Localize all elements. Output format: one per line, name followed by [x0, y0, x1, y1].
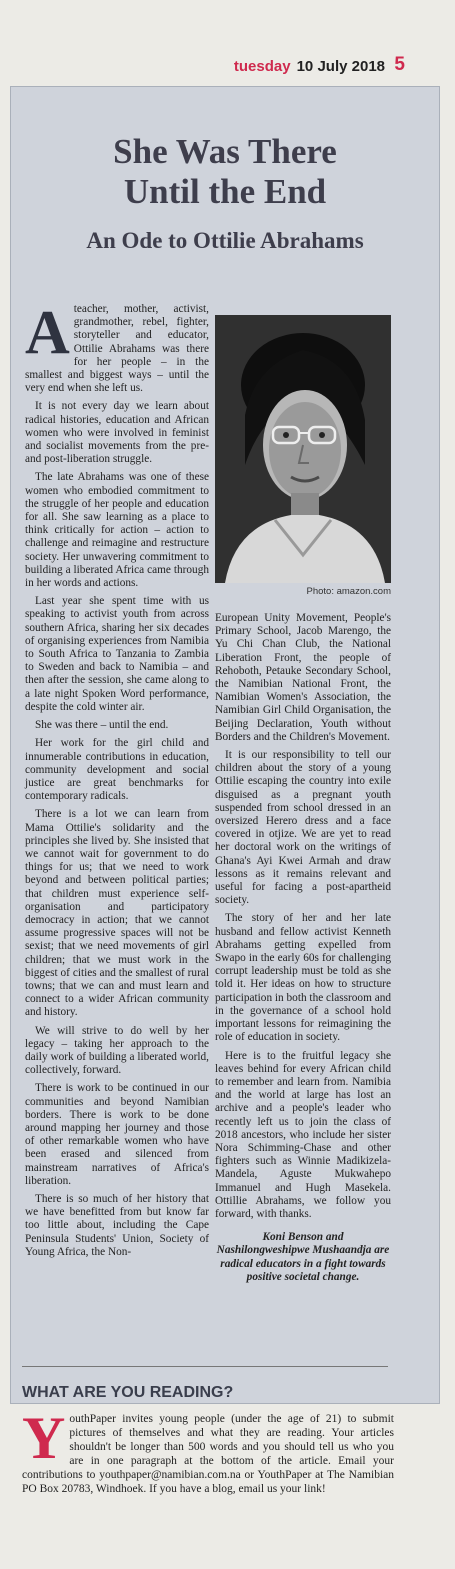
reading-text: outhPaper invites young people (under the age of 21) to submit pictures of themselves and what they are reading. Your articles shouldn't be longer than 500 words and you should tell us who you are in one paragraph at the bottom of the article. Email your contributions to youthpaper@namibian.com.na or YouthPaper at The Namibian PO Box 20783, Windhoek. If you have a blog, email us your link!: [22, 1413, 394, 1495]
reading-drop-cap: Y: [22, 1405, 66, 1471]
article-paragraph: We will strive to do well by her legacy – taking her approach to the daily work of building a liberated world, collectively, forward.: [25, 1024, 209, 1077]
article-paragraph: The story of her and her late husband and fellow activist Kenneth Abrahams getting expelled from Swapo in the early 60s for challenging corrupt leadership must be told as she told it. Her ideas on how to structure participation in both the classroom and in the governance of a school hold important lessons for reimagining the role of education in society.: [215, 912, 392, 1044]
article-paragraph: Her work for the girl child and innumerable contributions in education, community development and social justice are great benchmarks for contemporary radicals.: [25, 737, 209, 803]
header-date: 10 July 2018: [296, 58, 385, 75]
article-column-right: [215, 612, 391, 1289]
article-paragraph: Here is to the fruitful legacy she leaves behind for every African child to remember and learn from. Namibia and the world at large has lost an archive and a people's leader who recently left us to join the class of 2018 ancestors, who include her sister Nora Schimming-Chase and other fighters such as Winnie Madikizela-Mandela, Aguste Mukwahepo Immanuel and Hugh Masekela. Ottillie Abrahams, we follow you forward, with thanks.: [215, 1049, 391, 1220]
article-paragraph: European Unity Movement, People's Primary School, Jacob Marengo, the Yu Chi Chan Club, the National Liberation Front, the people of Rehoboth, Petauke Secondary School, the Namibian National Front, the Namibian Women's Association, the Namibian Girl Child Organisation, the Beijing Declaration, Youth without Borders and the Children's Movement.: [215, 612, 391, 743]
reading-section-title: WHAT ARE YOU READING?: [22, 1384, 234, 1401]
article-title: [10, 132, 440, 212]
reading-section-body: [22, 1405, 394, 1496]
author-byline: Koni Benson and Nashilongweshipwe Mushaandja are radical educators in a fight towards positive societal change.: [216, 1231, 390, 1283]
page-header: [233, 54, 405, 75]
header-day: tuesday: [233, 58, 291, 75]
portrait-illustration: [215, 315, 391, 583]
portrait-photo: [215, 315, 391, 583]
article-subtitle: An Ode to Ottilie Abrahams: [86, 228, 364, 253]
article-paragraph: There is a lot we can learn from Mama Ottilie's solidarity and the principles she lived by. She insisted that we cannot wait for government to do things for us; that we need to work beyond and between political parties; that children must experience self-organisation and participatory democracy in action; that we cannot assume progressive spaces will not be sexist; that we need movements of girl children; that we must work in the biggest of cities and the smallest of rural towns; that we can and must learn and connect to a wider African community and history.: [25, 808, 209, 1019]
section-divider: [22, 1366, 388, 1367]
article-paragraph: It is our responsibility to tell our children about the story of a young Ottilie escaping the country into exile disguised as a pregnant youth suspended from school dressed in an oversized Herero dress and a face covered in otjize. We are yet to read her doctoral work on the writings of Ghana's Ayi Kwei Armah and draw lessons as it remains relevant and useful for facing a post-apartheid society.: [215, 749, 391, 907]
article-column-left: [25, 299, 209, 1264]
article-paragraph: She was there – until the end.: [35, 719, 169, 732]
article-paragraph: The late Abrahams was one of these women who embodied commitment to the struggle of her people and education for all. She saw learning as a place to think critically for action – action to challenge and reimagine and restructure society. Her unwavering commitment to building a liberated Africa came through in her words and actions.: [25, 471, 209, 590]
drop-cap: A: [25, 299, 70, 367]
page-number: 5: [394, 54, 405, 75]
article-paragraph: It is not every day we learn about radical histories, education and African women who were involved in feminist and socialist movements from the pre- and post-liberation struggle.: [25, 400, 209, 466]
title-line-2: Until the End: [123, 172, 327, 211]
article-paragraph: There is so much of her history that we have benefitted from but know far too little about, including the Cape Peninsula Students' Union, Society of Young Africa, the Non-: [25, 1193, 209, 1258]
article-paragraph: Last year she spent time with us speaking to activist youth from across southern Africa, sharing her six decades of organising experiences from Namibia to South Africa to Tanzania to Zambia to Sweden and back to Namibia – and then after the session, she came along to a late night Spoken Word performance, despite the cold winter air.: [25, 595, 209, 713]
photo-credit: Photo: amazon.com: [306, 586, 391, 597]
article-paragraph: Ateacher, mother, activist, grandmother, rebel, fighter, storyteller and educator, Ottilie Abrahams was there for her people – in the smallest and biggest ways – until the very end when she left us.: [25, 299, 209, 395]
title-line-1: She Was There: [113, 132, 337, 171]
article-paragraph: There is work to be continued in our communities and beyond Namibian borders. There is work to be done around mapping her journey and those of other remarkable women who have been erased and silenced from mainstream narratives of Africa's liberation.: [25, 1082, 209, 1187]
